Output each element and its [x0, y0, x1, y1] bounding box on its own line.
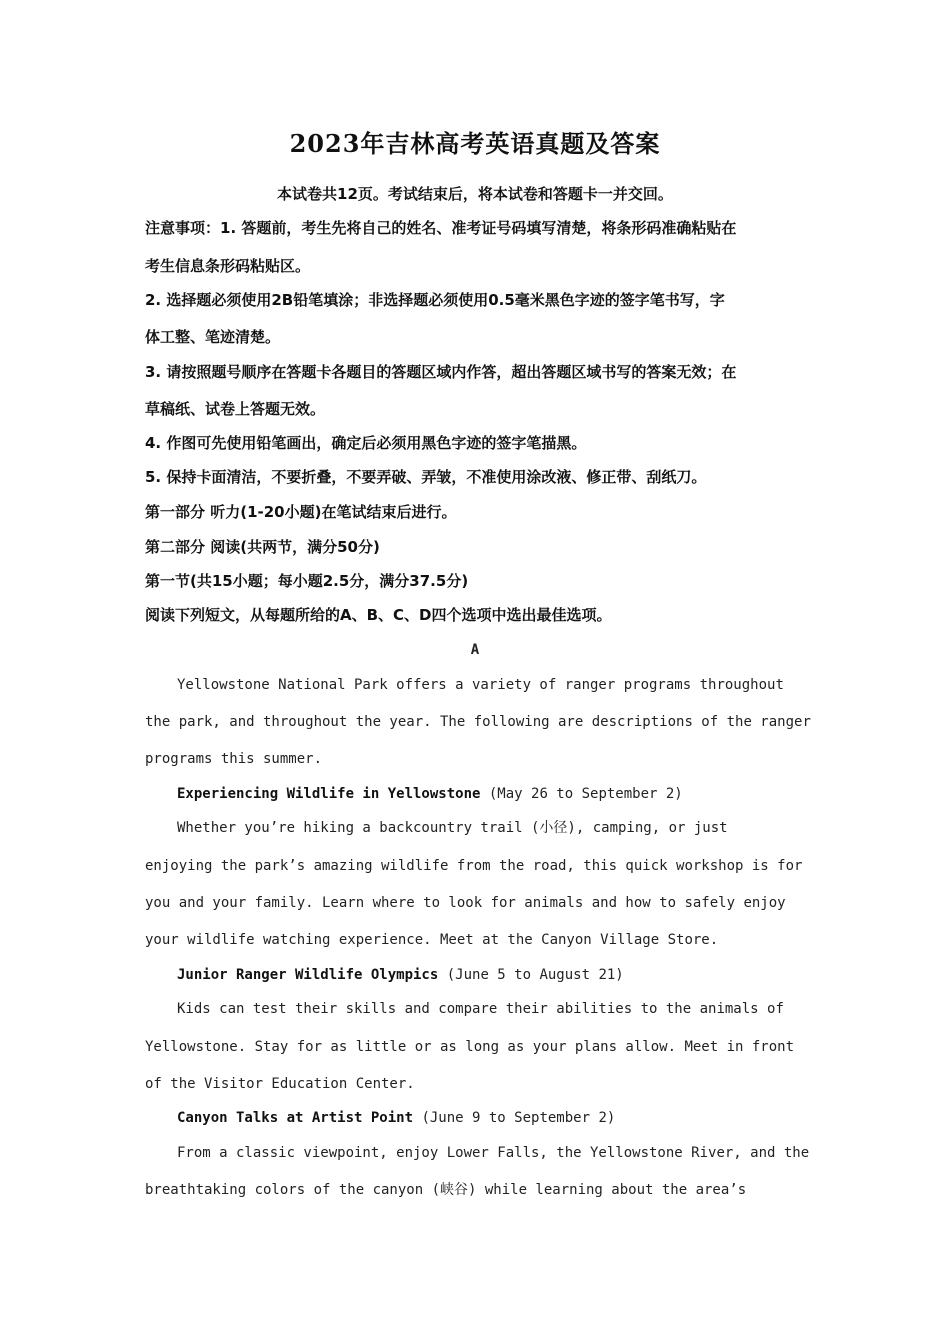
program-name: Canyon Talks at Artist Point — [177, 1110, 414, 1126]
program-line: From a classic viewpoint, enjoy Lower Falls, the Yellowstone River, and the — [177, 1145, 810, 1161]
instruction-line: 4. 作图可先使用铅笔画出，确定后必须用黑色字迹的签字笔描黑。 — [145, 434, 587, 452]
instruction-line: 草稿纸、试卷上答题无效。 — [145, 400, 326, 418]
program-name: Experiencing Wildlife in Yellowstone — [177, 786, 481, 802]
instruction-line: 5. 保持卡面清洁，不要折叠，不要弄破、弄皱，不准使用涂改液、修正带、刮纸刀。 — [145, 468, 707, 486]
program-line: Kids can test their skills and compare their abilities to the animals of — [177, 1001, 784, 1017]
instruction-line: 注意事项：1. 答题前，考生先将自己的姓名、准考证号码填写清楚，将条形码准确粘贴在 — [145, 219, 737, 237]
part-two-heading: 第二部分 阅读(共两节，满分50分) — [145, 538, 380, 556]
instruction-line: 考生信息条形码粘贴区。 — [145, 257, 311, 275]
program-line: you and your family. Learn where to look for animals and how to safely enjoy — [145, 895, 786, 911]
program-dates: (June 5 to August 21) — [438, 967, 624, 983]
intro-line: Yellowstone National Park offers a variety of ranger programs throughout — [177, 677, 784, 693]
page-title: 2023年吉林高考英语真题及答案 — [289, 129, 661, 158]
program-heading — [177, 1108, 847, 1128]
program-dates: (June 9 to September 2) — [413, 1110, 616, 1126]
program-line: enjoying the park’s amazing wildlife from the road, this quick workshop is for — [145, 858, 803, 874]
program-dates: (May 26 to September 2) — [480, 786, 683, 802]
exam-note: 本试卷共12页。考试结束后，将本试卷和答题卡一并交回。 — [277, 185, 673, 203]
instruction-line: 2. 选择题必须使用2B铅笔填涂；非选择题必须使用0.5毫米黑色字迹的签字笔书写，字 — [145, 291, 725, 309]
program-line: your wildlife watching experience. Meet at the Canyon Village Store. — [145, 932, 719, 948]
passage-label: A — [470, 642, 480, 658]
program-heading — [177, 784, 847, 804]
program-name: Junior Ranger Wildlife Olympics — [177, 967, 439, 983]
program-line: of the Visitor Education Center. — [145, 1076, 415, 1092]
instruction-line: 体工整、笔迹清楚。 — [145, 328, 281, 346]
section-one-heading: 第一节(共15小题；每小题2.5分，满分37.5分) — [145, 572, 469, 590]
part-one-heading: 第一部分 听力(1-20小题)在笔试结束后进行。 — [145, 503, 457, 521]
program-line: Whether you’re hiking a backcountry trail (小径), camping, or just — [177, 820, 728, 836]
instruction-line: 3. 请按照题号顺序在答题卡各题目的答题区域内作答，超出答题区域书写的答案无效；在 — [145, 363, 737, 381]
program-heading — [177, 965, 847, 985]
intro-line: the park, and throughout the year. The following are descriptions of the ranger — [145, 714, 811, 730]
program-line: Yellowstone. Stay for as little or as long as your plans allow. Meet in front — [145, 1039, 795, 1055]
program-line: breathtaking colors of the canyon (峡谷) while learning about the area’s — [145, 1182, 747, 1198]
intro-line: programs this summer. — [145, 751, 323, 767]
reading-directions: 阅读下列短文，从每题所给的A、B、C、D四个选项中选出最佳选项。 — [145, 606, 612, 624]
